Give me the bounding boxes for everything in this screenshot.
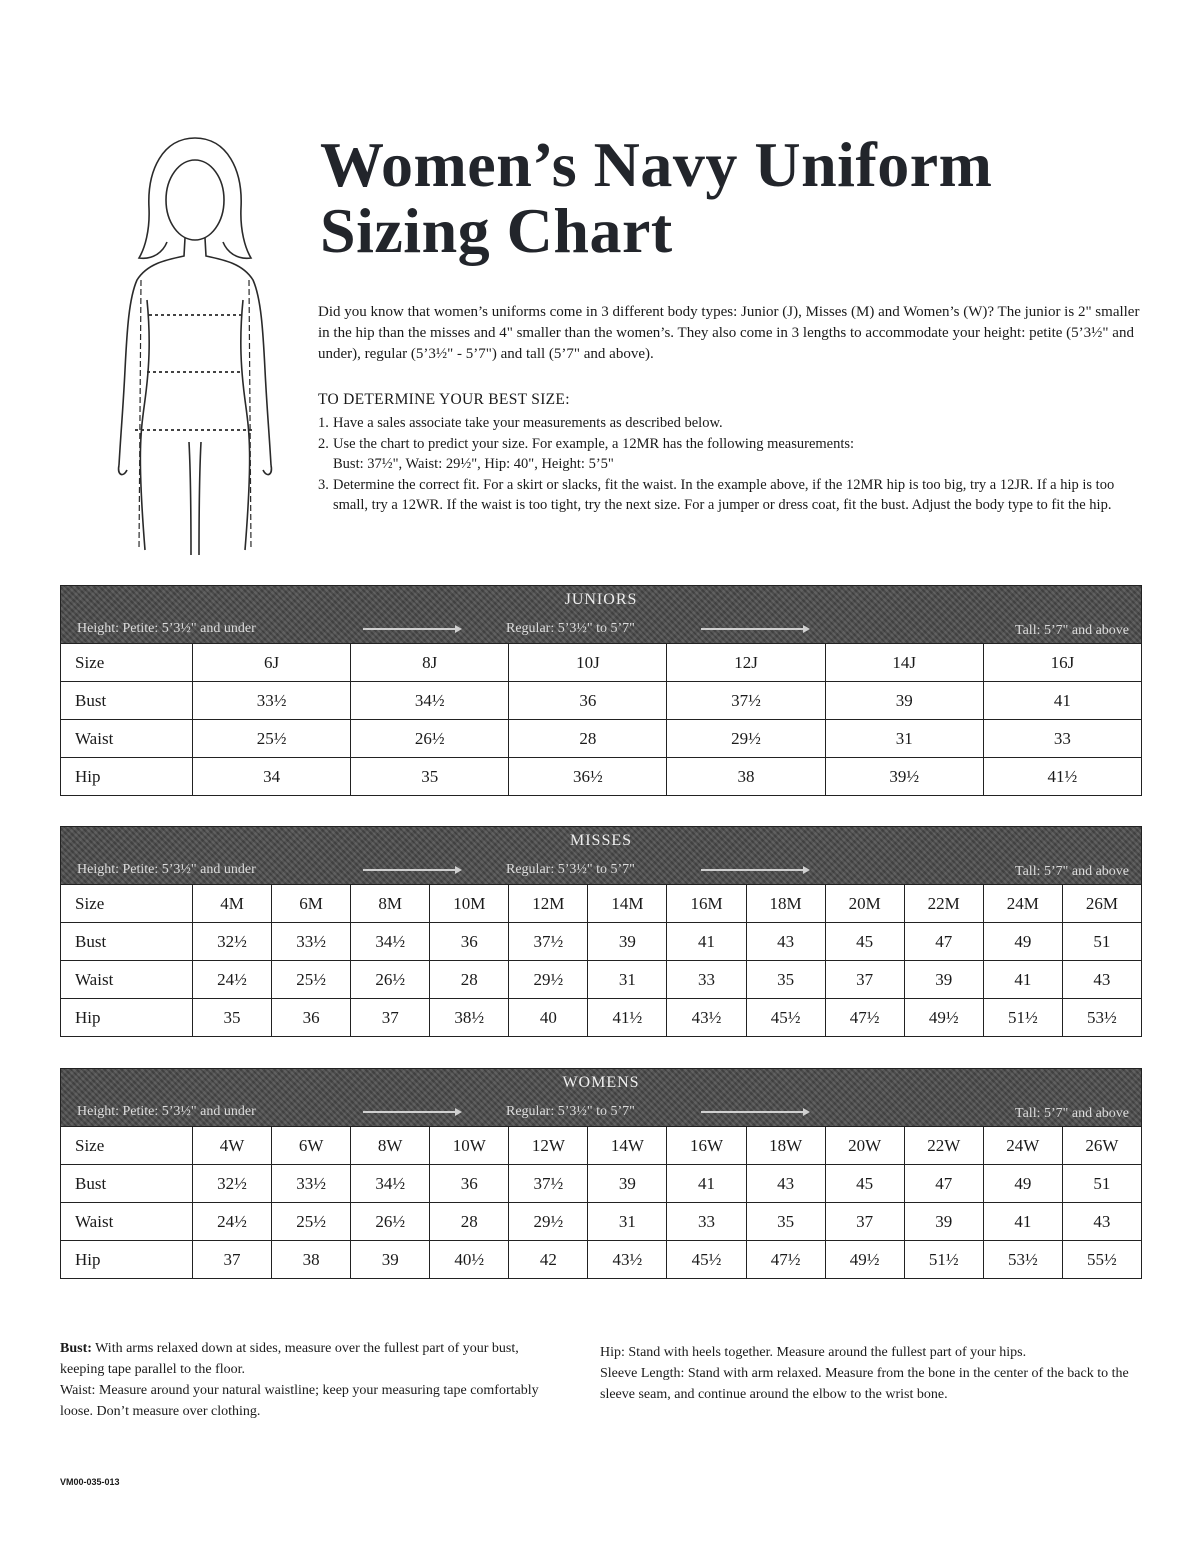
table-cell: 43½ [667,999,746,1037]
right-arrow-icon [701,1111,806,1113]
bust-note-label: Bust: [60,1341,92,1356]
table-row-waist [61,1203,1142,1241]
table-cell: 41 [983,1203,1062,1241]
row-label: Bust [61,923,193,961]
table-header-band [61,1069,1141,1126]
waist-note-label: Waist: [60,1383,96,1398]
table-row-waist [61,961,1142,999]
table-cell: 34½ [351,923,430,961]
table-cell: 29½ [667,720,825,758]
step-item [318,413,1148,434]
table-cell: 14W [588,1127,667,1165]
regular-height-label: Regular: 5’3½" to 5’7" [506,621,635,636]
page-title [320,129,993,266]
table-cell: 33½ [272,1165,351,1203]
table-cell: 37½ [667,682,825,720]
table-cell: 6J [193,644,351,682]
row-label: Waist [61,1203,193,1241]
bust-note-text: With arms relaxed down at sides, measure over the fullest part of your bust, keeping tape parallel to the floor. [60,1341,519,1377]
table-cell: 51½ [904,1241,983,1279]
table-cell: 55½ [1062,1241,1141,1279]
regular-height-label: Regular: 5’3½" to 5’7" [506,862,635,877]
table-cell: 8M [351,885,430,923]
table-cell: 41½ [588,999,667,1037]
step-item [318,434,1148,475]
table-cell: 14M [588,885,667,923]
table-cell: 34 [193,758,351,796]
hip-note-text: Stand with heels together. Measure around the fullest part of your hips. [628,1345,1027,1360]
table-cell: 32½ [193,923,272,961]
table-cell: 18M [746,885,825,923]
table-cell: 36 [509,682,667,720]
table-cell: 35 [746,1203,825,1241]
table-cell: 26½ [351,961,430,999]
table-cell: 37 [193,1241,272,1279]
category-title: JUNIORS [564,591,638,608]
table-cell: 12J [667,644,825,682]
table-cell: 25½ [272,961,351,999]
table-cell: 36 [430,1165,509,1203]
table-cell: 31 [825,720,983,758]
table-cell: 32½ [193,1165,272,1203]
table-cell: 39 [588,923,667,961]
table-row-waist [61,720,1142,758]
table-cell: 47 [904,1165,983,1203]
table-cell: 43 [1062,1203,1141,1241]
hip-note-label: Hip: [600,1345,625,1360]
table-cell: 28 [430,1203,509,1241]
table-cell: 38½ [430,999,509,1037]
table-cell: 45 [825,1165,904,1203]
body-measurement-figure-icon [105,130,285,560]
hip-note [600,1342,1140,1363]
sleeve-note [600,1363,1140,1405]
bust-note [60,1338,565,1380]
table-cell: 43 [746,923,825,961]
table-row-bust [61,682,1142,720]
table-cell: 40 [509,999,588,1037]
table-cell: 36 [430,923,509,961]
table-cell: 47½ [825,999,904,1037]
table-cell: 26½ [351,1203,430,1241]
step-number: 1. [318,415,329,431]
table-cell: 4M [193,885,272,923]
table-cell: 49½ [825,1241,904,1279]
table-cell: 24M [983,885,1062,923]
table-cell: 33 [667,961,746,999]
table-cell: 49 [983,923,1062,961]
womens-size-table [60,1068,1142,1279]
table-cell: 6M [272,885,351,923]
petite-height-label: Height: Petite: 5’3½" and under [77,621,256,636]
table-cell: 28 [509,720,667,758]
table-cell: 45½ [667,1241,746,1279]
row-label: Hip [61,758,193,796]
petite-height-label: Height: Petite: 5’3½" and under [77,1104,256,1119]
table-cell: 6W [272,1127,351,1165]
sleeve-note-label: Sleeve Length: [600,1366,685,1381]
table-cell: 39 [825,682,983,720]
table-cell: 18W [746,1127,825,1165]
step-number: 3. [318,476,329,493]
step-text: Use the chart to predict your size. For example, a 12MR has the following measurements: [333,435,855,452]
row-label: Hip [61,999,193,1037]
table-cell: 10M [430,885,509,923]
row-label: Bust [61,682,193,720]
table-cell: 47 [904,923,983,961]
table-cell: 37½ [509,1165,588,1203]
table-cell: 26½ [351,720,509,758]
row-label: Bust [61,1165,193,1203]
table-cell: 39 [588,1165,667,1203]
table-cell: 39 [351,1241,430,1279]
row-label: Size [61,644,193,682]
table-cell: 8W [351,1127,430,1165]
table-cell: 40½ [430,1241,509,1279]
table-cell: 33½ [193,682,351,720]
table-cell: 25½ [193,720,351,758]
footer-right-notes [600,1342,1140,1405]
table-cell: 20W [825,1127,904,1165]
row-label: Size [61,1127,193,1165]
category-title: WOMENS [562,1074,640,1091]
table-cell: 12M [509,885,588,923]
table-header-band [61,827,1141,884]
table-cell: 49½ [904,999,983,1037]
intro-paragraph: Did you know that women’s uniforms come in 3 different body types: Junior (J), Misses (M) and Women’s (W)? The junior is 2" smaller in the hip than the misses and 4" smaller than the women’s. They also come in 3 lengths to accommodate your height: petite (5’3½" and under), regular (5’3½" - 5’7") and tall (5’7" and above). [318,304,1140,362]
tall-height-label: Tall: 5’7" and above [1015,623,1129,638]
table-cell: 43 [1062,961,1141,999]
table-cell: 34½ [351,1165,430,1203]
table-cell: 41 [983,682,1141,720]
waist-note-text: Measure around your natural waistline; keep your measuring tape comfortably loose. Don’t measure over clothing. [60,1383,539,1419]
table-row-size [61,885,1142,923]
table-cell: 28 [430,961,509,999]
row-label: Hip [61,1241,193,1279]
petite-height-label: Height: Petite: 5’3½" and under [77,862,256,877]
table-cell: 37 [825,961,904,999]
table-cell: 41 [667,923,746,961]
document-code: VM00-035-013 [60,1477,120,1487]
step-item [318,475,1148,516]
juniors-size-table [60,585,1142,796]
table-cell: 31 [588,1203,667,1241]
table-cell: 10W [430,1127,509,1165]
category-title: MISSES [569,832,633,849]
table-cell: 38 [667,758,825,796]
table-cell: 39 [904,1203,983,1241]
table-cell: 35 [746,961,825,999]
table-row-hip [61,999,1142,1037]
table-row-bust [61,1165,1142,1203]
table-cell: 29½ [509,1203,588,1241]
table-cell: 12W [509,1127,588,1165]
table-cell: 53½ [1062,999,1141,1037]
step-example: Bust: 37½", Waist: 29½", Hip: 40", Height: 5’5" [333,456,614,472]
table-cell: 39 [904,961,983,999]
footer-left-notes [60,1338,565,1422]
table-cell: 25½ [272,1203,351,1241]
table-row-hip [61,758,1142,796]
table-cell: 33½ [272,923,351,961]
table-cell: 36 [272,999,351,1037]
title-line-2: Sizing Chart [320,195,673,266]
table-cell: 34½ [351,682,509,720]
table-cell: 22W [904,1127,983,1165]
table-cell: 24½ [193,961,272,999]
table-cell: 45 [825,923,904,961]
title-line-1: Women’s Navy Uniform [320,129,993,200]
right-arrow-icon [363,869,458,871]
step-text: Determine the correct fit. For a skirt or slacks, fit the waist. In the example above, if the 12MR hip is too big, try a 12JR. If a hip is too small, try a 12WR. If the waist is too tight, try the next size. For a jumper or dress coat, fit the bust. Adjust the body type to fit the hip. [333,476,1115,513]
table-cell: 8J [351,644,509,682]
tall-height-label: Tall: 5’7" and above [1015,864,1129,879]
table-cell: 49 [983,1165,1062,1203]
table-cell: 26W [1062,1127,1141,1165]
steps-list [318,413,1148,516]
table-row-bust [61,923,1142,961]
row-label: Waist [61,961,193,999]
misses-size-table [60,826,1142,1037]
table-cell: 37½ [509,923,588,961]
right-arrow-icon [701,628,806,630]
row-label: Waist [61,720,193,758]
step-text: Have a sales associate take your measurements as described below. [333,415,723,431]
table-cell: 37 [825,1203,904,1241]
table-cell: 36½ [509,758,667,796]
table-cell: 16W [667,1127,746,1165]
table-header-band [61,586,1141,643]
tall-height-label: Tall: 5’7" and above [1015,1106,1129,1121]
regular-height-label: Regular: 5’3½" to 5’7" [506,1104,635,1119]
table-cell: 41 [667,1165,746,1203]
table-cell: 43½ [588,1241,667,1279]
steps-heading: TO DETERMINE YOUR BEST SIZE: [318,391,570,408]
table-cell: 53½ [983,1241,1062,1279]
table-cell: 22M [904,885,983,923]
table-cell: 24½ [193,1203,272,1241]
table-cell: 26M [1062,885,1141,923]
table-row-size [61,644,1142,682]
sleeve-note-text: Stand with arm relaxed. Measure from the bone in the center of the back to the sleeve seam, and continue around the elbow to the wrist bone. [600,1366,1129,1402]
table-cell: 4W [193,1127,272,1165]
waist-note [60,1380,565,1422]
table-cell: 35 [351,758,509,796]
table-cell: 16M [667,885,746,923]
table-cell: 24W [983,1127,1062,1165]
table-cell: 35 [193,999,272,1037]
table-cell: 47½ [746,1241,825,1279]
table-cell: 29½ [509,961,588,999]
right-arrow-icon [363,1111,458,1113]
table-cell: 10J [509,644,667,682]
table-row-size [61,1127,1142,1165]
table-cell: 31 [588,961,667,999]
table-cell: 42 [509,1241,588,1279]
table-cell: 51 [1062,923,1141,961]
table-cell: 51 [1062,1165,1141,1203]
table-cell: 39½ [825,758,983,796]
table-cell: 45½ [746,999,825,1037]
table-cell: 33 [667,1203,746,1241]
table-cell: 41½ [983,758,1141,796]
table-cell: 16J [983,644,1141,682]
table-cell: 20M [825,885,904,923]
table-cell: 41 [983,961,1062,999]
right-arrow-icon [363,628,458,630]
step-number: 2. [318,435,329,452]
table-row-hip [61,1241,1142,1279]
table-cell: 33 [983,720,1141,758]
table-cell: 14J [825,644,983,682]
table-cell: 37 [351,999,430,1037]
table-cell: 43 [746,1165,825,1203]
table-cell: 51½ [983,999,1062,1037]
row-label: Size [61,885,193,923]
right-arrow-icon [701,869,806,871]
table-cell: 38 [272,1241,351,1279]
